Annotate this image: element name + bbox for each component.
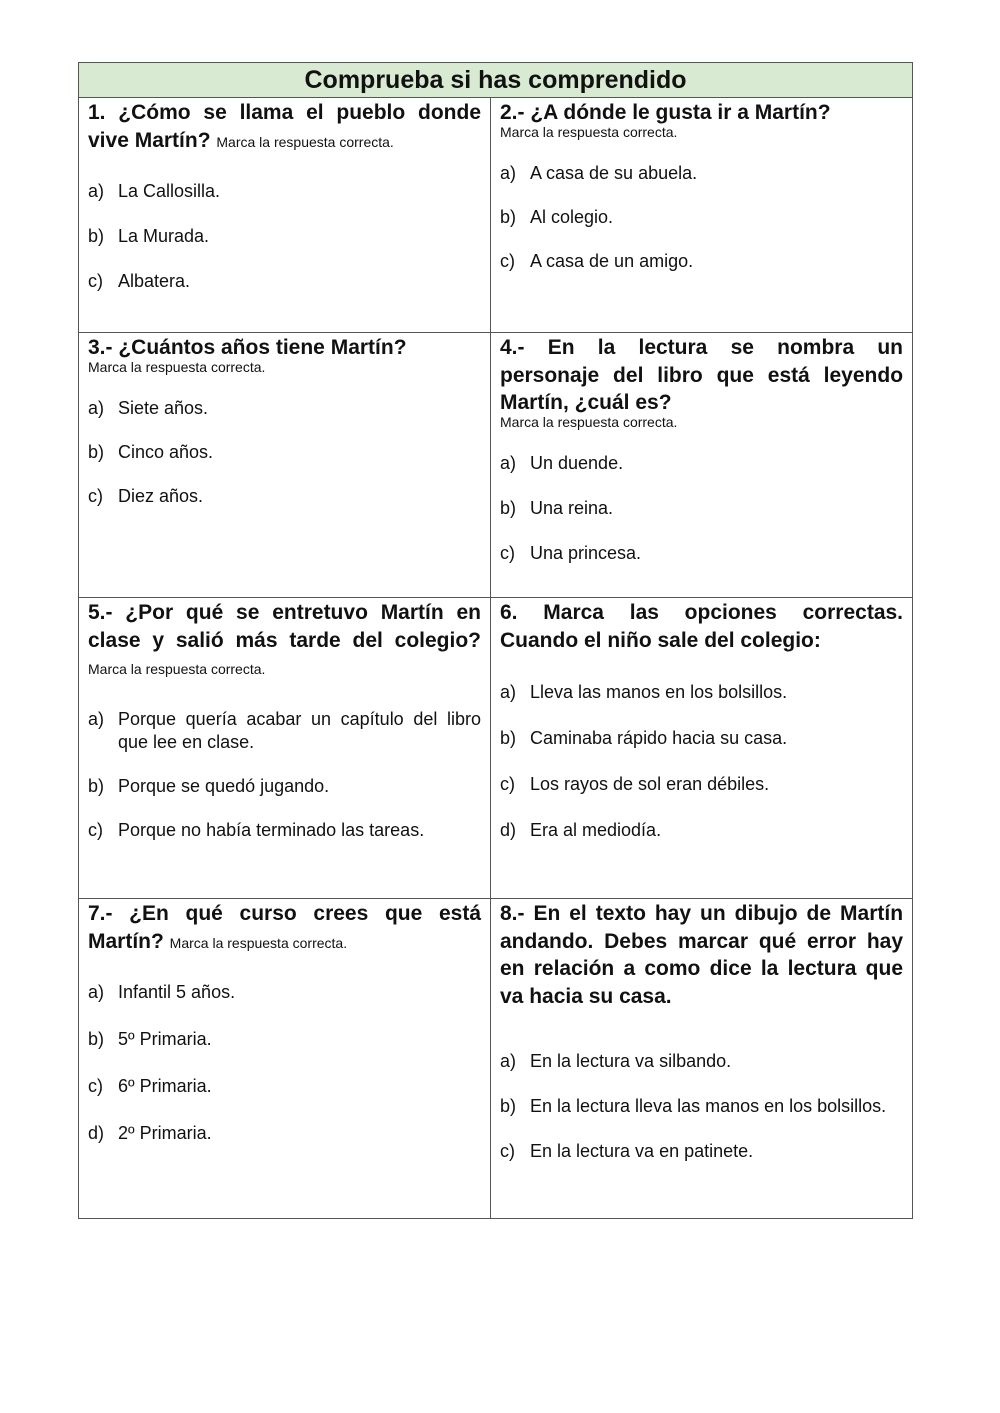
question-6: [491, 598, 913, 899]
option-b[interactable]: b) Cinco años.: [88, 441, 214, 462]
option-a[interactable]: a) A casa de su abuela.: [500, 162, 698, 183]
option-a[interactable]: a) En la lectura va silbando.: [500, 1051, 732, 1071]
question-2: [491, 98, 913, 333]
quiz-table: [78, 62, 913, 1219]
question-instruction: Marca la respuesta correcta.: [88, 358, 266, 375]
option-b[interactable]: b) Caminaba rápido hacia su casa.: [500, 728, 788, 748]
question-prompt: 2.- ¿A dónde le gusta ir a Martín? Marca la respuesta correcta.: [500, 98, 903, 140]
question-3: [79, 333, 491, 598]
question-prompt: 3.- ¿Cuántos años tiene Martín? Marca la respuesta correcta.: [88, 333, 481, 375]
question-prompt: 8.- En el texto hay un dibujo de Martín andando. Debes marcar qué error hay en relación a como dice la lectura que va hacia su casa.: [500, 902, 904, 1008]
option-d[interactable]: d) 2º Primaria.: [88, 1123, 212, 1143]
question-prompt: 5.- ¿Por qué se entretuvo Martín en clase y salió más tarde del colegio? Marca la respuesta correcta.: [88, 601, 481, 677]
option-c[interactable]: c) En la lectura va en patinete.: [500, 1141, 754, 1161]
option-c[interactable]: c) A casa de un amigo.: [500, 250, 694, 271]
question-4: [491, 333, 913, 598]
option-a[interactable]: a) Infantil 5 años.: [88, 982, 236, 1002]
question-prompt: 6. Marca las opciones correctas. Cuando el niño sale del colegio:: [500, 601, 904, 652]
option-b[interactable]: b) Porque se quedó jugando.: [88, 775, 330, 796]
question-prompt: 1. ¿Cómo se llama el pueblo donde vive Martín? Marca la respuesta correcta.: [88, 101, 481, 152]
option-c[interactable]: c) Diez años.: [88, 485, 204, 506]
option-c[interactable]: c) 6º Primaria.: [88, 1076, 212, 1096]
option-a[interactable]: a) Porque quería acabar un capítulo del libro que lee en clase.: [88, 708, 481, 752]
option-a[interactable]: a) Un duende.: [500, 452, 624, 473]
option-a[interactable]: a) Lleva las manos en los bolsillos.: [500, 682, 788, 702]
option-c[interactable]: c) Albatera.: [88, 271, 191, 291]
option-a[interactable]: a) Siete años.: [88, 397, 209, 418]
question-1: [79, 98, 491, 333]
option-b[interactable]: b) En la lectura lleva las manos en los bolsillos.: [500, 1096, 887, 1116]
quiz-title: Comprueba si has comprendido: [79, 63, 913, 98]
question-instruction: Marca la respuesta correcta.: [500, 123, 678, 140]
question-instruction: Marca la respuesta correcta.: [216, 133, 394, 150]
option-c[interactable]: c) Los rayos de sol eran débiles.: [500, 774, 770, 794]
option-a[interactable]: a) La Callosilla.: [88, 181, 221, 201]
question-instruction: Marca la respuesta correcta.: [169, 934, 348, 951]
option-b[interactable]: b) La Murada.: [88, 226, 210, 246]
option-b[interactable]: b) Al colegio.: [500, 206, 614, 227]
option-b[interactable]: b) Una reina.: [500, 497, 614, 518]
question-8: [491, 899, 913, 1219]
option-d[interactable]: d) Era al mediodía.: [500, 820, 662, 840]
question-instruction: Marca la respuesta correcta.: [500, 413, 678, 430]
question-5: [79, 598, 491, 899]
question-prompt: 7.- ¿En qué curso crees que está Martín? Marca la respuesta correcta.: [88, 902, 481, 953]
option-c[interactable]: c) Una princesa.: [500, 542, 642, 563]
option-c[interactable]: c) Porque no había terminado las tareas.: [88, 819, 425, 840]
question-7: [79, 899, 491, 1219]
question-instruction: Marca la respuesta correcta.: [88, 661, 266, 677]
option-b[interactable]: b) 5º Primaria.: [88, 1029, 212, 1049]
question-prompt: 4.- En la lectura se nombra un personaje del libro que está leyendo Martín, ¿cuál es? Marca la respuesta correcta.: [500, 336, 904, 430]
